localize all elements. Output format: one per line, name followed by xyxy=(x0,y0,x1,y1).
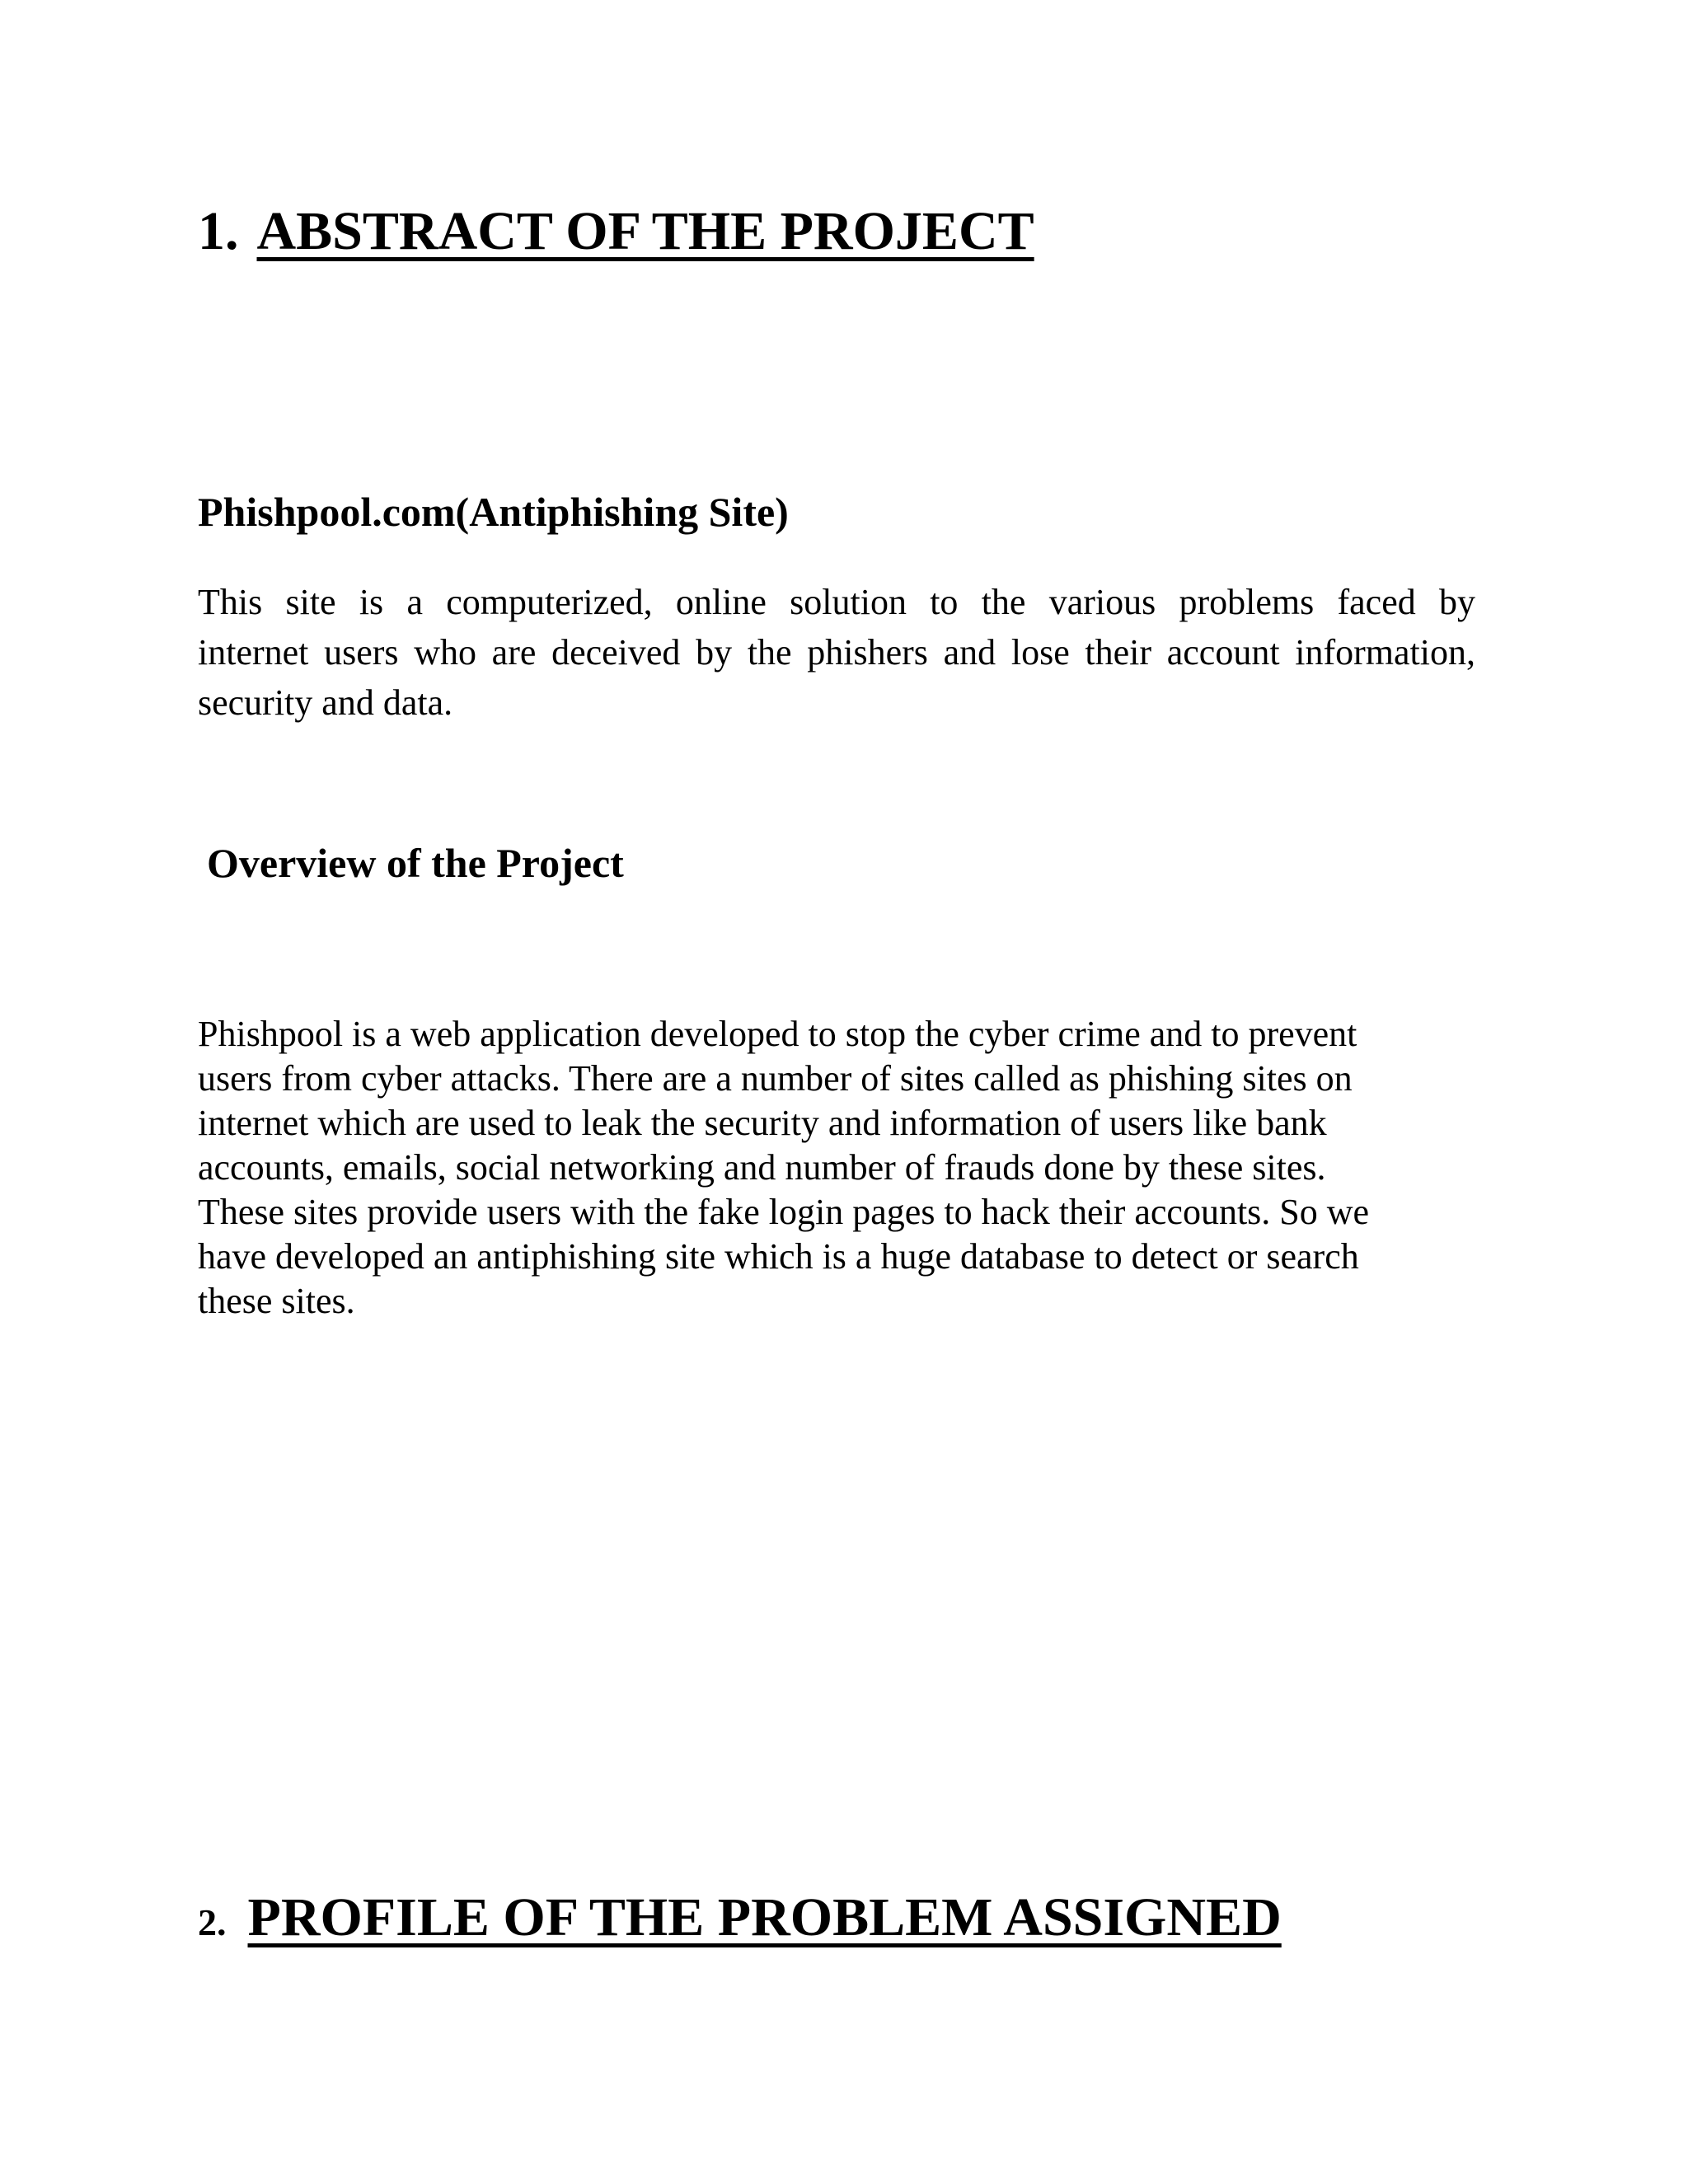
site-subheading: Phishpool.com(Antiphishing Site) xyxy=(198,489,789,535)
paragraph-line: Phishpool is a web application developed to stop the cyber crime and to prevent xyxy=(198,1014,1357,1054)
paragraph-line: These sites provide users with the fake login pages to hack their accounts. So we xyxy=(198,1192,1370,1232)
site-description-paragraph xyxy=(198,577,1475,728)
overview-paragraph xyxy=(198,1012,1484,1324)
paragraph-line: This site is a computerized, online solution to the various problems faced by xyxy=(198,582,1475,622)
section-title: ABSTRACT OF THE PROJECT xyxy=(256,201,1034,261)
overview-subheading: Overview of the Project xyxy=(207,840,624,886)
section-heading-profile xyxy=(198,1887,1282,1947)
section-number: 1. xyxy=(198,201,239,261)
paragraph-line: internet which are used to leak the security and information of users like bank xyxy=(198,1103,1327,1143)
paragraph-line: users from cyber attacks. There are a number of sites called as phishing sites on xyxy=(198,1058,1353,1099)
section-title: PROFILE OF THE PROBLEM ASSIGNED xyxy=(247,1887,1282,1947)
paragraph-line: security and data. xyxy=(198,682,453,723)
section-heading-abstract xyxy=(198,201,1034,261)
paragraph-line: have developed an antiphishing site which is a huge database to detect or search xyxy=(198,1236,1359,1277)
paragraph-line: internet users who are deceived by the phishers and lose their account information, xyxy=(198,632,1475,673)
section-number: 2. xyxy=(198,1901,227,1943)
paragraph-line: these sites. xyxy=(198,1281,355,1321)
paragraph-line: accounts, emails, social networking and number of frauds done by these sites. xyxy=(198,1147,1326,1188)
